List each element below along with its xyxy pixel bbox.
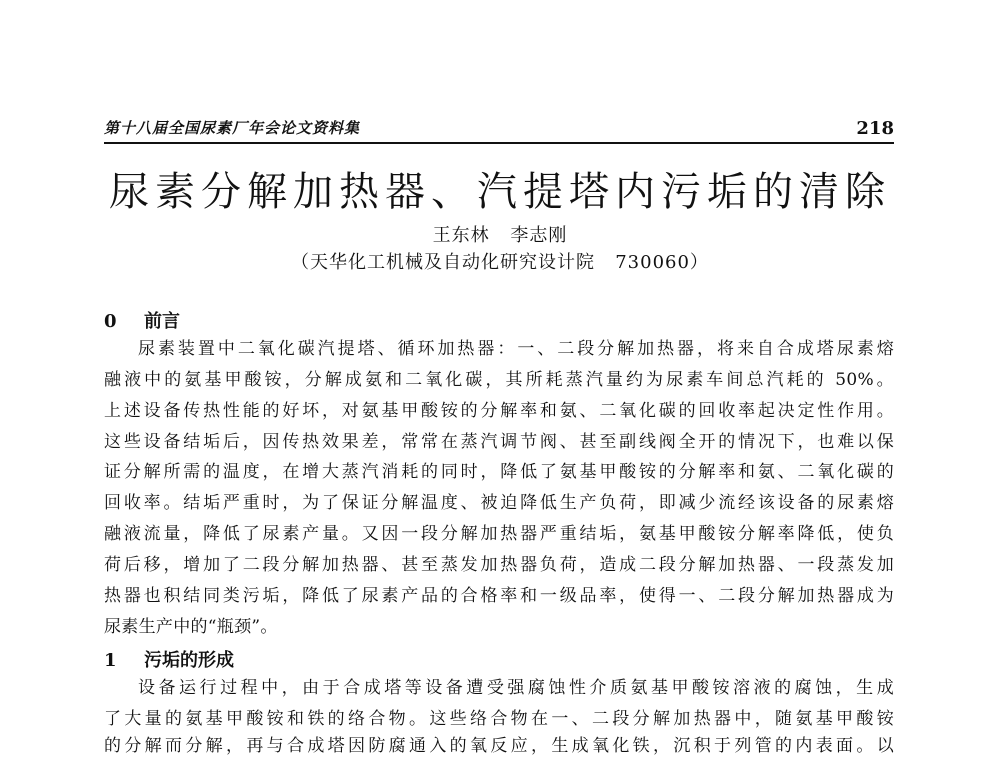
paragraph-line: 的分解而分解，再与合成塔因防腐通入的氧反应，生成氧化铁，沉积于列管的内表面。以 bbox=[104, 736, 894, 756]
running-header bbox=[104, 112, 894, 144]
proceedings-title: 第十八届全国尿素厂年会论文资料集 bbox=[104, 119, 361, 137]
section-title: 污垢的形成 bbox=[144, 650, 234, 671]
paragraph-line: 上述设备传热性能的好坏，对氨基甲酸铵的分解率和氨、二氧化碳的回收率起决定性作用。 bbox=[104, 401, 894, 421]
paper-affiliation: （天华化工机械及自动化研究设计院 730060） bbox=[291, 252, 709, 273]
paper-authors: 王东林 李志刚 bbox=[432, 225, 568, 246]
paragraph-line: 尿素生产中的“瓶颈”。 bbox=[104, 617, 278, 637]
paragraph-line: 尿素装置中二氧化碳汽提塔、循环加热器：一、二段分解加热器，将来自合成塔尿素熔 bbox=[138, 339, 894, 359]
section-heading-fouling-formation bbox=[104, 646, 234, 672]
paper-title: 尿素分解加热器、汽提塔内污垢的清除 bbox=[109, 169, 891, 215]
paragraph-line: 这些设备结垢后，因传热效果差，常常在蒸汽调节阀、甚至副线阀全开的情况下，也难以保 bbox=[104, 432, 894, 452]
paragraph-line: 融液流量，降低了尿素产量。又因一段分解加热器严重结垢，氨基甲酸铵分解率降低，使负 bbox=[104, 524, 894, 544]
page-number: 218 bbox=[856, 118, 894, 139]
section-number: 1 bbox=[104, 650, 117, 671]
section-number: 0 bbox=[104, 311, 117, 332]
paragraph-line: 融液中的氨基甲酸铵，分解成氨和二氧化碳，其所耗蒸汽量约为尿素车间总汽耗的 50%。 bbox=[104, 370, 894, 390]
paragraph-line: 了大量的氨基甲酸铵和铁的络合物。这些络合物在一、二段分解加热器中，随氨基甲酸铵 bbox=[104, 709, 894, 729]
paragraph-line: 证分解所需的温度，在增大蒸汽消耗的同时，降低了氨基甲酸铵的分解率和氨、二氧化碳的 bbox=[104, 462, 894, 482]
paragraph-line: 荷后移，增加了二段分解加热器、甚至蒸发加热器负荷，造成二段分解加热器、一段蒸发加 bbox=[104, 555, 894, 575]
section-heading-preface bbox=[104, 307, 180, 333]
paragraph-line: 回收率。结垢严重时，为了保证分解温度、被迫降低生产负荷，即减少流经该设备的尿素熔 bbox=[104, 493, 894, 513]
paragraph-line: 设备运行过程中，由于合成塔等设备遭受强腐蚀性介质氨基甲酸铵溶液的腐蚀，生成 bbox=[138, 678, 894, 698]
paragraph-line: 热器也积结同类污垢，降低了尿素产品的合格率和一级品率，使得一、二段分解加热器成为 bbox=[104, 586, 894, 606]
section-title: 前言 bbox=[144, 311, 180, 332]
